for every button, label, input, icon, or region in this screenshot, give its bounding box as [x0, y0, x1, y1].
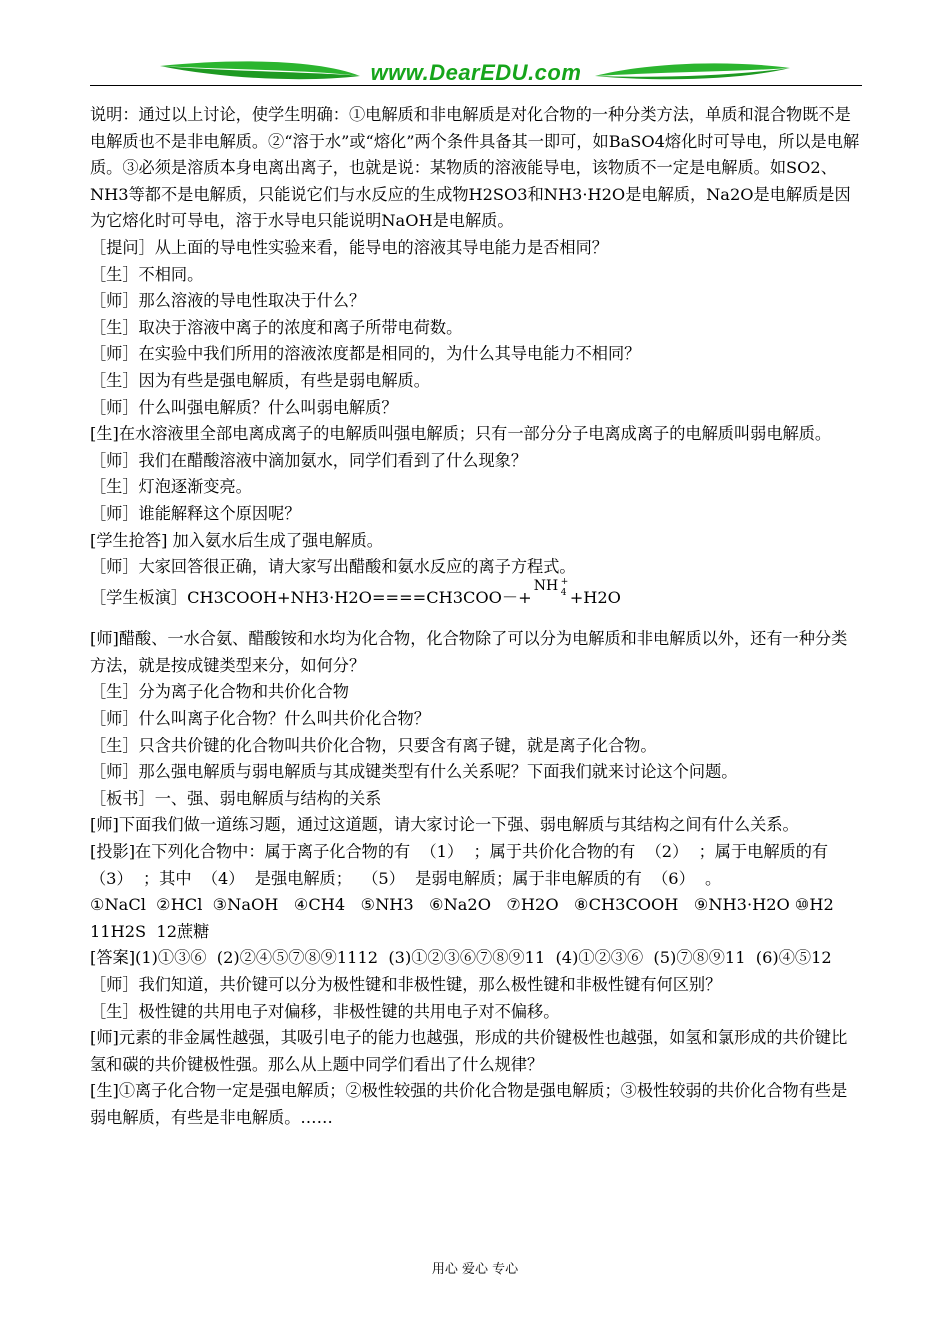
paragraph: ［师］什么叫强电解质？什么叫弱电解质？: [90, 397, 398, 417]
answer-line: [答案](1)①③⑥ (2)②④⑤⑦⑧⑨1112 (3)①②③⑥⑦⑧⑨11 (4)①②③⑥ (5)⑦⑧⑨11 (6)④⑤12: [90, 948, 832, 968]
paragraph: ［师］谁能解释这个原因呢？: [90, 503, 301, 523]
paragraph: ［师］我们在醋酸溶液中滴加氨水，同学们看到了什么现象？: [90, 450, 528, 470]
ion-symbol: NH: [533, 577, 559, 594]
paragraph: ［师］那么强电解质与弱电解质与其成键类型有什么关系呢？下面我们就来讨论这个问题。: [90, 762, 738, 782]
paragraph: ［生］不相同。: [90, 264, 204, 284]
paragraph: ［生］取决于溶液中离子的浓度和离子所带电荷数。: [90, 317, 463, 337]
page-header: [90, 58, 862, 94]
ammonium-ion: [532, 576, 570, 603]
paragraph: [师]元素的非金属性越强，其吸引电子的能力也越强，形成的共价键极性也越强，如氢和氯形成的共价键比氢和碳的共价键极性强。那么从上题中同学们看出了什么规律？: [90, 1028, 848, 1074]
paragraph: ［师］大家回答很正确，请大家写出醋酸和氨水反应的离子方程式。: [90, 557, 576, 577]
ionic-equation: [90, 576, 860, 612]
compound-list: ①NaCl ②HCl ③NaOH ④CH4 ⑤NH3 ⑥Na2O ⑦H2O ⑧CH3COOH ⑨NH3·H2O ⑩H2 11H2S 12蔗糖: [90, 895, 845, 941]
spacer: [90, 611, 860, 626]
paragraph: ［生］分为离子化合物和共价化合物: [90, 682, 349, 702]
paragraph-explanation: 说明：通过以上讨论，使学生明确：①电解质和非电解质是对化合物的一种分类方法，单质和混合物既不是电解质也不是非电解质。②“溶于水”或“熔化”两个条件具备其一即可，如BaSO4熔化时可导电，所以是电解质。③必须是溶质本身电离出离子，也就是说：某物质的溶液能导电，该物质不一定是电解质。如SO2、NH3等都不是电解质，只能说它们与水反应的生成物H2SO3和NH3·H2O是电解质，Na2O是电解质是因为它熔化时可导电，溶于水导电只能说明NaOH是电解质。: [90, 105, 860, 231]
paragraph: [生]在水溶液里全部电离成离子的电解质叫强电解质；只有一部分分子电离成离子的电解质叫弱电解质。: [90, 424, 832, 444]
paragraph-board: ［板书］一、强、弱电解质与结构的关系: [90, 788, 382, 808]
ion-subscript: 4: [560, 587, 567, 598]
paragraph: ［生］灯泡逐渐变亮。: [90, 477, 252, 497]
paragraph: ［师］在实验中我们所用的溶液浓度都是相同的，为什么其导电能力不相同？: [90, 344, 641, 364]
paragraph: [师]下面我们做一道练习题，通过这道题，请大家讨论一下强、弱电解质与其结构之间有什么关系。: [90, 815, 799, 835]
ion-charge: +: [560, 576, 569, 587]
document-body: [90, 102, 860, 1132]
equation-prefix: ［学生板演］CH3COOH+NH3·H2O====CH3COO－+: [90, 587, 532, 607]
site-logo-text: www.DearEDU.com: [370, 60, 582, 85]
header-rule: [90, 85, 862, 86]
paragraph: [生]①离子化合物一定是强电解质；②极性较强的共价化合物是强电解质；③极性较弱的共价化合物有些是弱电解质，有些是非电解质。……: [90, 1081, 848, 1127]
paragraph: ［生］因为有些是强电解质，有些是弱电解质。: [90, 370, 430, 390]
paragraph-projection: [投影]在下列化合物中：属于离子化合物的有 （1） ；属于共价化合物的有 （2） ；属于电解质的有 （3） ；其中 （4） 是强电解质； （5） 是弱电解质；属于非电解质的有 （6） 。: [90, 842, 839, 888]
paragraph: [师]醋酸、一水合氨、醋酸铵和水均为化合物，化合物除了可以分为电解质和非电解质以外，还有一种分类方法，就是按成键类型来分，如何分？: [90, 629, 848, 675]
paragraph: ［生］极性键的共用电子对偏移，非极性键的共用电子对不偏移。: [90, 1001, 560, 1021]
paragraph: ［生］只含共价键的化合物叫共价化合物，只要含有离子键，就是离子化合物。: [90, 735, 657, 755]
equation-suffix: +H2O: [569, 587, 621, 607]
paragraph: ［师］那么溶液的导电性取决于什么？: [90, 291, 366, 311]
paragraph: [学生抢答] 加入氨水后生成了强电解质。: [90, 530, 383, 550]
paragraph: ［师］什么叫离子化合物？什么叫共价化合物？: [90, 709, 430, 729]
paragraph: ［师］我们知道，共价键可以分为极性键和非极性键，那么极性键和非极性键有何区别？: [90, 975, 722, 994]
paragraph: ［提问］从上面的导电性实验来看，能导电的溶液其导电能力是否相同？: [90, 237, 608, 257]
page-footer: 用心 爱心 专心: [431, 1262, 519, 1277]
